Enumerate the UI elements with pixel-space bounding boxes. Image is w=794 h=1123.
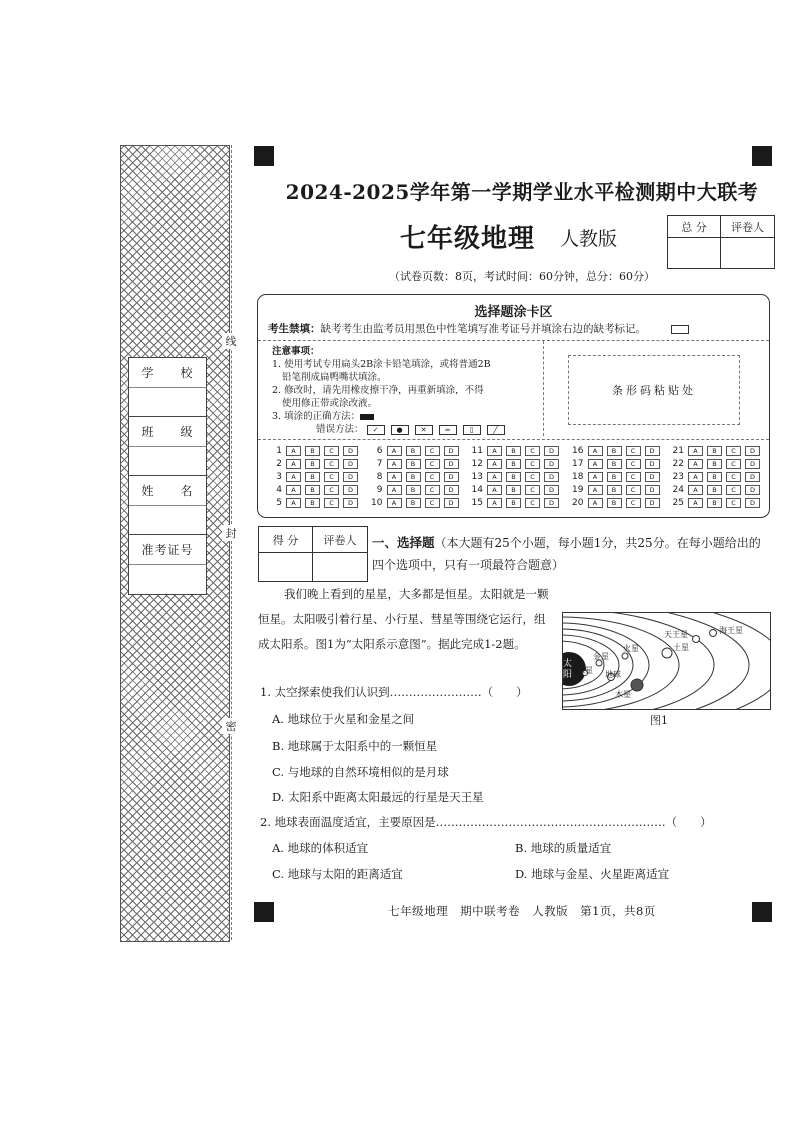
answer-bubble-c[interactable]: C bbox=[626, 498, 641, 508]
answer-bubble-a[interactable]: A bbox=[387, 498, 402, 508]
answer-bubble-a[interactable]: A bbox=[487, 485, 502, 495]
sun-label: 太阳 bbox=[563, 659, 573, 680]
answer-bubble-d[interactable]: D bbox=[645, 446, 660, 456]
page-footer: 七年级地理 期中联考卷 人教版 第1页，共8页 bbox=[388, 904, 656, 918]
answer-bubble-a[interactable]: A bbox=[286, 459, 301, 469]
student-info-box bbox=[128, 357, 207, 595]
answer-bubble-d[interactable]: D bbox=[444, 498, 459, 508]
answer-bubble-c[interactable]: C bbox=[324, 446, 339, 456]
notes bbox=[272, 345, 532, 436]
answer-bubble-b[interactable]: B bbox=[707, 485, 722, 495]
answer-bubble-d[interactable]: D bbox=[745, 485, 760, 495]
question-number: 16 bbox=[572, 445, 584, 456]
answer-bubble-a[interactable]: A bbox=[688, 472, 703, 482]
question-2-stem: 2. 地球表面温度适宜，主要原因是……………………………………………………（ ） bbox=[260, 815, 712, 829]
answer-bubble-c[interactable]: C bbox=[525, 472, 540, 482]
score-table bbox=[667, 215, 775, 269]
answer-bubble-c[interactable]: C bbox=[525, 459, 540, 469]
registration-mark-top-left bbox=[254, 146, 274, 166]
answer-bubble-c[interactable]: C bbox=[324, 459, 339, 469]
section-grader-cell[interactable] bbox=[313, 553, 367, 581]
answer-bubble-d[interactable]: D bbox=[645, 485, 660, 495]
absent-rule-label: 考生禁填： bbox=[268, 323, 321, 335]
note-line: 铅笔削成扁鸭嘴状填涂。 bbox=[282, 372, 387, 383]
bubble-row bbox=[566, 497, 664, 508]
note-line: 1. 使用考试专用扁头2B涂卡铅笔填涂，或将普通2B bbox=[272, 359, 491, 370]
question-number: 23 bbox=[672, 471, 684, 482]
seal-mark: 封 bbox=[222, 525, 240, 541]
answer-bubble-c[interactable]: C bbox=[425, 446, 440, 456]
bubble-row bbox=[465, 484, 563, 495]
cross-mark-icon: ✕ bbox=[415, 425, 433, 435]
answer-bubble-c[interactable]: C bbox=[726, 485, 741, 495]
answer-bubble-a[interactable]: A bbox=[286, 472, 301, 482]
answer-bubble-c[interactable]: C bbox=[425, 485, 440, 495]
absent-rule bbox=[268, 321, 689, 336]
answer-bubble-a[interactable]: A bbox=[688, 446, 703, 456]
question-2-option-b: B. 地球的质量适宜 bbox=[515, 841, 612, 855]
section-grader-label: 评卷人 bbox=[313, 527, 367, 553]
answer-bubble-d[interactable]: D bbox=[745, 498, 760, 508]
answer-bubble-d[interactable]: D bbox=[343, 472, 358, 482]
question-number: 1 bbox=[276, 445, 282, 456]
answer-bubble-c[interactable]: C bbox=[626, 472, 641, 482]
bubble-row bbox=[465, 497, 563, 508]
exam-info: （试卷页数：8页，考试时间：60分钟，总分：60分） bbox=[389, 270, 655, 283]
registration-mark-top-right bbox=[752, 146, 772, 166]
bubble-row bbox=[465, 458, 563, 469]
answer-bubble-a[interactable]: A bbox=[487, 472, 502, 482]
edition-label: 人教版 bbox=[560, 228, 618, 250]
bubble-grid bbox=[264, 445, 764, 508]
jupiter-label: 木星 bbox=[615, 690, 631, 699]
notes-title: 注意事项： bbox=[272, 346, 320, 357]
secret-mark: 密 bbox=[222, 718, 240, 734]
note-line: 使用修正带或涂改液。 bbox=[282, 398, 378, 409]
exam-id-label: 准考证号 bbox=[129, 535, 206, 565]
question-1-option-d: D. 太阳系中距离太阳最远的行星是天王星 bbox=[272, 790, 484, 804]
barcode-area: 条形码粘贴处 bbox=[568, 355, 740, 425]
answer-bubble-b[interactable]: B bbox=[406, 459, 421, 469]
answer-bubble-a[interactable]: A bbox=[387, 446, 402, 456]
correct-mark-icon bbox=[360, 414, 374, 420]
class-label: 班 级 bbox=[129, 417, 206, 447]
question-number: 15 bbox=[471, 497, 483, 508]
answer-bubble-a[interactable]: A bbox=[688, 459, 703, 469]
question-number: 8 bbox=[376, 471, 383, 482]
total-score-label: 总 分 bbox=[668, 216, 721, 238]
bubble-row bbox=[666, 471, 764, 482]
binding-cut-line bbox=[231, 145, 232, 940]
absent-mark-box[interactable] bbox=[671, 325, 689, 334]
subject-title: 七年级地理 bbox=[400, 224, 536, 254]
question-number: 18 bbox=[572, 471, 584, 482]
answer-bubble-b[interactable]: B bbox=[506, 459, 521, 469]
dot-mark-icon: ● bbox=[391, 425, 409, 435]
answer-bubble-d[interactable]: D bbox=[645, 498, 660, 508]
bubble-row bbox=[666, 497, 764, 508]
bubble-row bbox=[465, 445, 563, 456]
question-number: 12 bbox=[471, 458, 483, 469]
question-number: 3 bbox=[276, 471, 282, 482]
answer-bubble-c[interactable]: C bbox=[324, 485, 339, 495]
bubble-row bbox=[365, 497, 463, 508]
absent-rule-text: 缺考考生由监考员用黑色中性笔填写准考证号并填涂右边的缺考标记。 bbox=[320, 323, 646, 335]
answer-bubble-b[interactable]: B bbox=[607, 459, 622, 469]
bubble-row bbox=[365, 471, 463, 482]
answer-bubble-d[interactable]: D bbox=[544, 446, 559, 456]
answer-bubble-d[interactable]: D bbox=[544, 472, 559, 482]
answer-bubble-b[interactable]: B bbox=[305, 446, 320, 456]
answer-bubble-b[interactable]: B bbox=[707, 446, 722, 456]
bubble-row bbox=[666, 458, 764, 469]
answer-bubble-d[interactable]: D bbox=[343, 459, 358, 469]
wrong-methods: 错误方法： ✓ ● ✕ ═ ▯ ╱ bbox=[272, 423, 532, 436]
grader-label: 评卷人 bbox=[721, 216, 774, 238]
answer-bubble-c[interactable]: C bbox=[726, 472, 741, 482]
solar-system-figure bbox=[562, 612, 771, 710]
answer-bubble-c[interactable]: C bbox=[324, 498, 339, 508]
bubble-column bbox=[566, 445, 664, 508]
question-number: 6 bbox=[376, 445, 383, 456]
divider bbox=[258, 340, 769, 341]
answer-bubble-b[interactable]: B bbox=[607, 472, 622, 482]
answer-bubble-c[interactable]: C bbox=[324, 472, 339, 482]
answer-bubble-c[interactable]: C bbox=[726, 446, 741, 456]
bubble-row bbox=[666, 445, 764, 456]
bubble-row bbox=[365, 458, 463, 469]
answer-bubble-c[interactable]: C bbox=[425, 498, 440, 508]
bubble-row bbox=[365, 445, 463, 456]
question-number: 2 bbox=[276, 458, 282, 469]
bubble-row bbox=[264, 484, 362, 495]
bubble-row bbox=[264, 458, 362, 469]
answer-card-title: 选择题涂卡区 bbox=[474, 305, 553, 320]
section-score-label: 得 分 bbox=[259, 527, 313, 553]
answer-bubble-b[interactable]: B bbox=[607, 498, 622, 508]
bubble-row bbox=[264, 471, 362, 482]
bubble-row bbox=[465, 471, 563, 482]
answer-bubble-b[interactable]: B bbox=[506, 446, 521, 456]
answer-bubble-b[interactable]: B bbox=[707, 472, 722, 482]
slash-mark-icon: ╱ bbox=[487, 425, 505, 435]
school-label: 学 校 bbox=[129, 358, 206, 388]
answer-bubble-d[interactable]: D bbox=[745, 459, 760, 469]
answer-card bbox=[257, 294, 770, 518]
answer-bubble-a[interactable]: A bbox=[387, 485, 402, 495]
answer-bubble-d[interactable]: D bbox=[544, 459, 559, 469]
section-title: 一、选择题 bbox=[372, 535, 435, 550]
answer-bubble-a[interactable]: A bbox=[387, 472, 402, 482]
answer-bubble-d[interactable]: D bbox=[645, 472, 660, 482]
bubble-column bbox=[365, 445, 463, 508]
section-score-cell[interactable] bbox=[259, 553, 313, 581]
answer-bubble-c[interactable]: C bbox=[525, 485, 540, 495]
answer-bubble-c[interactable]: C bbox=[626, 446, 641, 456]
check-mark-icon: ✓ bbox=[367, 425, 385, 435]
answer-bubble-c[interactable]: C bbox=[425, 472, 440, 482]
answer-bubble-a[interactable]: A bbox=[286, 485, 301, 495]
question-number: 9 bbox=[376, 484, 383, 495]
bubble-row bbox=[365, 484, 463, 495]
answer-bubble-c[interactable]: C bbox=[726, 498, 741, 508]
divider bbox=[543, 341, 544, 436]
answer-bubble-d[interactable]: D bbox=[444, 459, 459, 469]
question-2-option-a: A. 地球的体积适宜 bbox=[272, 841, 369, 855]
exam-id-field[interactable] bbox=[129, 535, 206, 594]
name-label: 姓 名 bbox=[129, 476, 206, 506]
bubble-column bbox=[666, 445, 764, 508]
bubble-row bbox=[264, 497, 362, 508]
answer-bubble-d[interactable]: D bbox=[544, 498, 559, 508]
class-field[interactable] bbox=[129, 417, 206, 476]
question-number: 19 bbox=[572, 484, 584, 495]
answer-bubble-b[interactable]: B bbox=[707, 459, 722, 469]
note-line: 3. 填涂的正确方法： bbox=[272, 410, 532, 423]
question-number: 13 bbox=[471, 471, 483, 482]
venus-label: 金星 bbox=[593, 652, 609, 661]
earth-label: 地球 bbox=[605, 670, 621, 679]
line-mark: 线 bbox=[222, 333, 240, 349]
answer-bubble-c[interactable]: C bbox=[525, 446, 540, 456]
answer-bubble-d[interactable]: D bbox=[645, 459, 660, 469]
passage: 我们晚上看到的星星，大多都是恒星。太阳就是一颗恒星。太阳吸引着行星、小行星、彗星等围绕它运行，组成太阳系。图1为“太阳系示意图”。据此完成1-2题。 bbox=[258, 587, 549, 651]
answer-bubble-c[interactable]: C bbox=[626, 459, 641, 469]
answer-bubble-b[interactable]: B bbox=[305, 472, 320, 482]
answer-bubble-b[interactable]: B bbox=[506, 472, 521, 482]
answer-bubble-c[interactable]: C bbox=[425, 459, 440, 469]
answer-bubble-a[interactable]: A bbox=[286, 498, 301, 508]
note-line: 2. 修改时，请先用橡皮擦干净，再重新填涂，不得 bbox=[272, 385, 484, 396]
answer-bubble-d[interactable]: D bbox=[444, 446, 459, 456]
question-number: 10 bbox=[371, 497, 383, 508]
question-1-option-b: B. 地球属于太阳系中的一颗恒星 bbox=[272, 739, 438, 753]
bubble-row bbox=[666, 484, 764, 495]
answer-bubble-a[interactable]: A bbox=[487, 498, 502, 508]
answer-bubble-a[interactable]: A bbox=[387, 459, 402, 469]
answer-bubble-d[interactable]: D bbox=[343, 498, 358, 508]
answer-bubble-b[interactable]: B bbox=[607, 446, 622, 456]
bubble-row bbox=[566, 471, 664, 482]
answer-bubble-a[interactable]: A bbox=[588, 485, 603, 495]
question-number: 4 bbox=[276, 484, 282, 495]
answer-bubble-b[interactable]: B bbox=[406, 498, 421, 508]
question-1-stem: 1. 太空探索使我们认识到……………………（ ） bbox=[260, 685, 528, 699]
grader-cell[interactable] bbox=[721, 238, 774, 268]
total-score-cell[interactable] bbox=[668, 238, 721, 268]
answer-bubble-d[interactable]: D bbox=[444, 472, 459, 482]
question-2-option-d: D. 地球与金星、火星距离适宜 bbox=[515, 867, 670, 881]
answer-bubble-c[interactable]: C bbox=[525, 498, 540, 508]
bracket-mark-icon: ▯ bbox=[463, 425, 481, 435]
answer-bubble-b[interactable]: B bbox=[305, 459, 320, 469]
exam-title: 2024-2025学年第一学期学业水平检测期中大联考 bbox=[285, 180, 759, 204]
question-number: 20 bbox=[572, 497, 584, 508]
name-field[interactable] bbox=[129, 476, 206, 535]
answer-bubble-d[interactable]: D bbox=[343, 485, 358, 495]
neptune-label: 海王星 bbox=[719, 626, 743, 635]
answer-bubble-d[interactable]: D bbox=[745, 446, 760, 456]
mars-label: 火星 bbox=[623, 644, 639, 653]
question-number: 25 bbox=[672, 497, 684, 508]
answer-bubble-a[interactable]: A bbox=[588, 498, 603, 508]
school-field[interactable] bbox=[129, 358, 206, 417]
answer-bubble-a[interactable]: A bbox=[588, 459, 603, 469]
question-1-option-a: A. 地球位于火星和金星之间 bbox=[272, 712, 415, 726]
figure-caption: 图1 bbox=[650, 714, 668, 727]
answer-bubble-b[interactable]: B bbox=[506, 485, 521, 495]
answer-bubble-d[interactable]: D bbox=[745, 472, 760, 482]
answer-bubble-a[interactable]: A bbox=[487, 459, 502, 469]
bubble-row bbox=[566, 445, 664, 456]
bubble-column bbox=[264, 445, 362, 508]
answer-bubble-b[interactable]: B bbox=[406, 472, 421, 482]
bubble-row bbox=[566, 458, 664, 469]
answer-bubble-d[interactable]: D bbox=[444, 485, 459, 495]
answer-bubble-b[interactable]: B bbox=[707, 498, 722, 508]
answer-bubble-a[interactable]: A bbox=[487, 446, 502, 456]
answer-bubble-c[interactable]: C bbox=[626, 485, 641, 495]
mercury-label: 水星 bbox=[577, 666, 593, 675]
answer-bubble-b[interactable]: B bbox=[406, 446, 421, 456]
line-mark-icon: ═ bbox=[439, 425, 457, 435]
answer-bubble-a[interactable]: A bbox=[688, 485, 703, 495]
bubble-column bbox=[465, 445, 563, 508]
section-intro: 一、选择题（本大题有25个小题，每小题1分，共25分。在每小题给出的 四个选项中，只有一项最符合题意） bbox=[372, 535, 761, 572]
uranus-label: 天王星 bbox=[664, 630, 688, 639]
question-number: 7 bbox=[376, 458, 383, 469]
answer-bubble-d[interactable]: D bbox=[343, 446, 358, 456]
question-number: 14 bbox=[471, 484, 483, 495]
answer-bubble-c[interactable]: C bbox=[726, 459, 741, 469]
answer-bubble-a[interactable]: A bbox=[588, 472, 603, 482]
section-score-table bbox=[258, 526, 368, 582]
answer-bubble-a[interactable]: A bbox=[688, 498, 703, 508]
answer-bubble-d[interactable]: D bbox=[544, 485, 559, 495]
answer-bubble-b[interactable]: B bbox=[506, 498, 521, 508]
bubble-row bbox=[566, 484, 664, 495]
answer-bubble-b[interactable]: B bbox=[406, 485, 421, 495]
question-number: 5 bbox=[276, 497, 282, 508]
bubble-row bbox=[264, 445, 362, 456]
question-number: 17 bbox=[572, 458, 584, 469]
question-number: 21 bbox=[672, 445, 684, 456]
answer-bubble-a[interactable]: A bbox=[588, 446, 603, 456]
saturn-label: 土星 bbox=[673, 643, 689, 652]
divider bbox=[258, 439, 769, 440]
question-number: 22 bbox=[672, 458, 684, 469]
answer-bubble-b[interactable]: B bbox=[607, 485, 622, 495]
question-2-option-c: C. 地球与太阳的距离适宜 bbox=[272, 867, 403, 881]
question-number: 24 bbox=[672, 484, 684, 495]
question-1-option-c: C. 与地球的自然环境相似的是月球 bbox=[272, 765, 449, 779]
answer-bubble-b[interactable]: B bbox=[305, 485, 320, 495]
question-number: 11 bbox=[471, 445, 483, 456]
answer-bubble-b[interactable]: B bbox=[305, 498, 320, 508]
answer-bubble-a[interactable]: A bbox=[286, 446, 301, 456]
